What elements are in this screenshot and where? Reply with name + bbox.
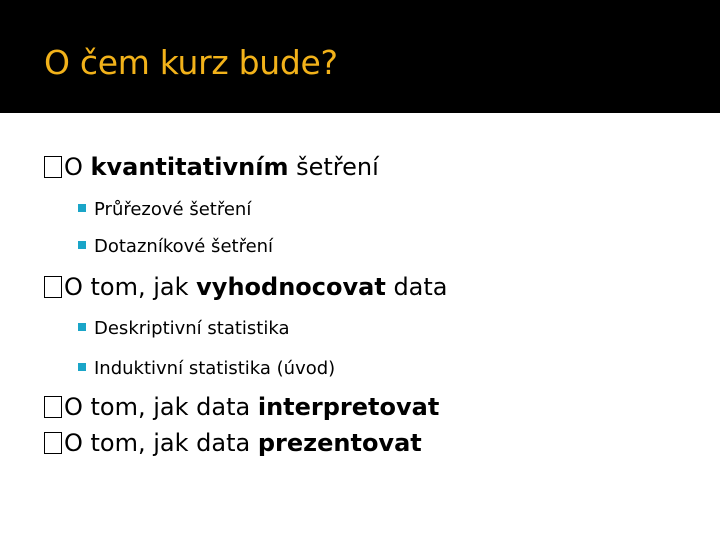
item-text-prefix: O tom, jak	[64, 273, 197, 301]
sub-item-text: Induktivní statistika (úvod)	[94, 358, 336, 379]
square-bullet-icon	[78, 323, 86, 331]
item-text-bold: interpretovat	[257, 393, 440, 421]
bullet-item-kvantitativni	[44, 150, 379, 184]
bullet-item-vyhodnocovat	[44, 270, 448, 304]
bullet-item-interpretovat	[44, 390, 439, 424]
sub-item-text: Průřezové šetření	[94, 199, 252, 220]
item-text-prefix: O	[64, 153, 91, 181]
sub-bullet-item	[78, 316, 290, 342]
sub-bullet-item	[78, 356, 335, 382]
item-text-bold: vyhodnocovat	[196, 273, 386, 301]
sub-item-text: Dotazníkové šetření	[94, 236, 274, 257]
item-text-prefix: O tom, jak data	[64, 393, 258, 421]
missing-glyph-bullet-icon	[44, 396, 62, 418]
item-text-suffix: šetření	[288, 153, 379, 181]
missing-glyph-bullet-icon	[44, 276, 62, 298]
square-bullet-icon	[78, 241, 86, 249]
item-text-suffix: data	[385, 273, 448, 301]
slide-title: O čem kurz bude?	[44, 43, 338, 82]
missing-glyph-bullet-icon	[44, 432, 62, 454]
item-text-prefix: O tom, jak data	[64, 429, 258, 457]
sub-bullet-item	[78, 234, 273, 260]
square-bullet-icon	[78, 363, 86, 371]
bullet-item-prezentovat	[44, 426, 422, 460]
item-text-bold: kvantitativním	[90, 153, 289, 181]
sub-bullet-item	[78, 197, 251, 223]
sub-item-text: Deskriptivní statistika	[94, 318, 290, 339]
square-bullet-icon	[78, 204, 86, 212]
missing-glyph-bullet-icon	[44, 156, 62, 178]
item-text-bold: prezentovat	[257, 429, 422, 457]
